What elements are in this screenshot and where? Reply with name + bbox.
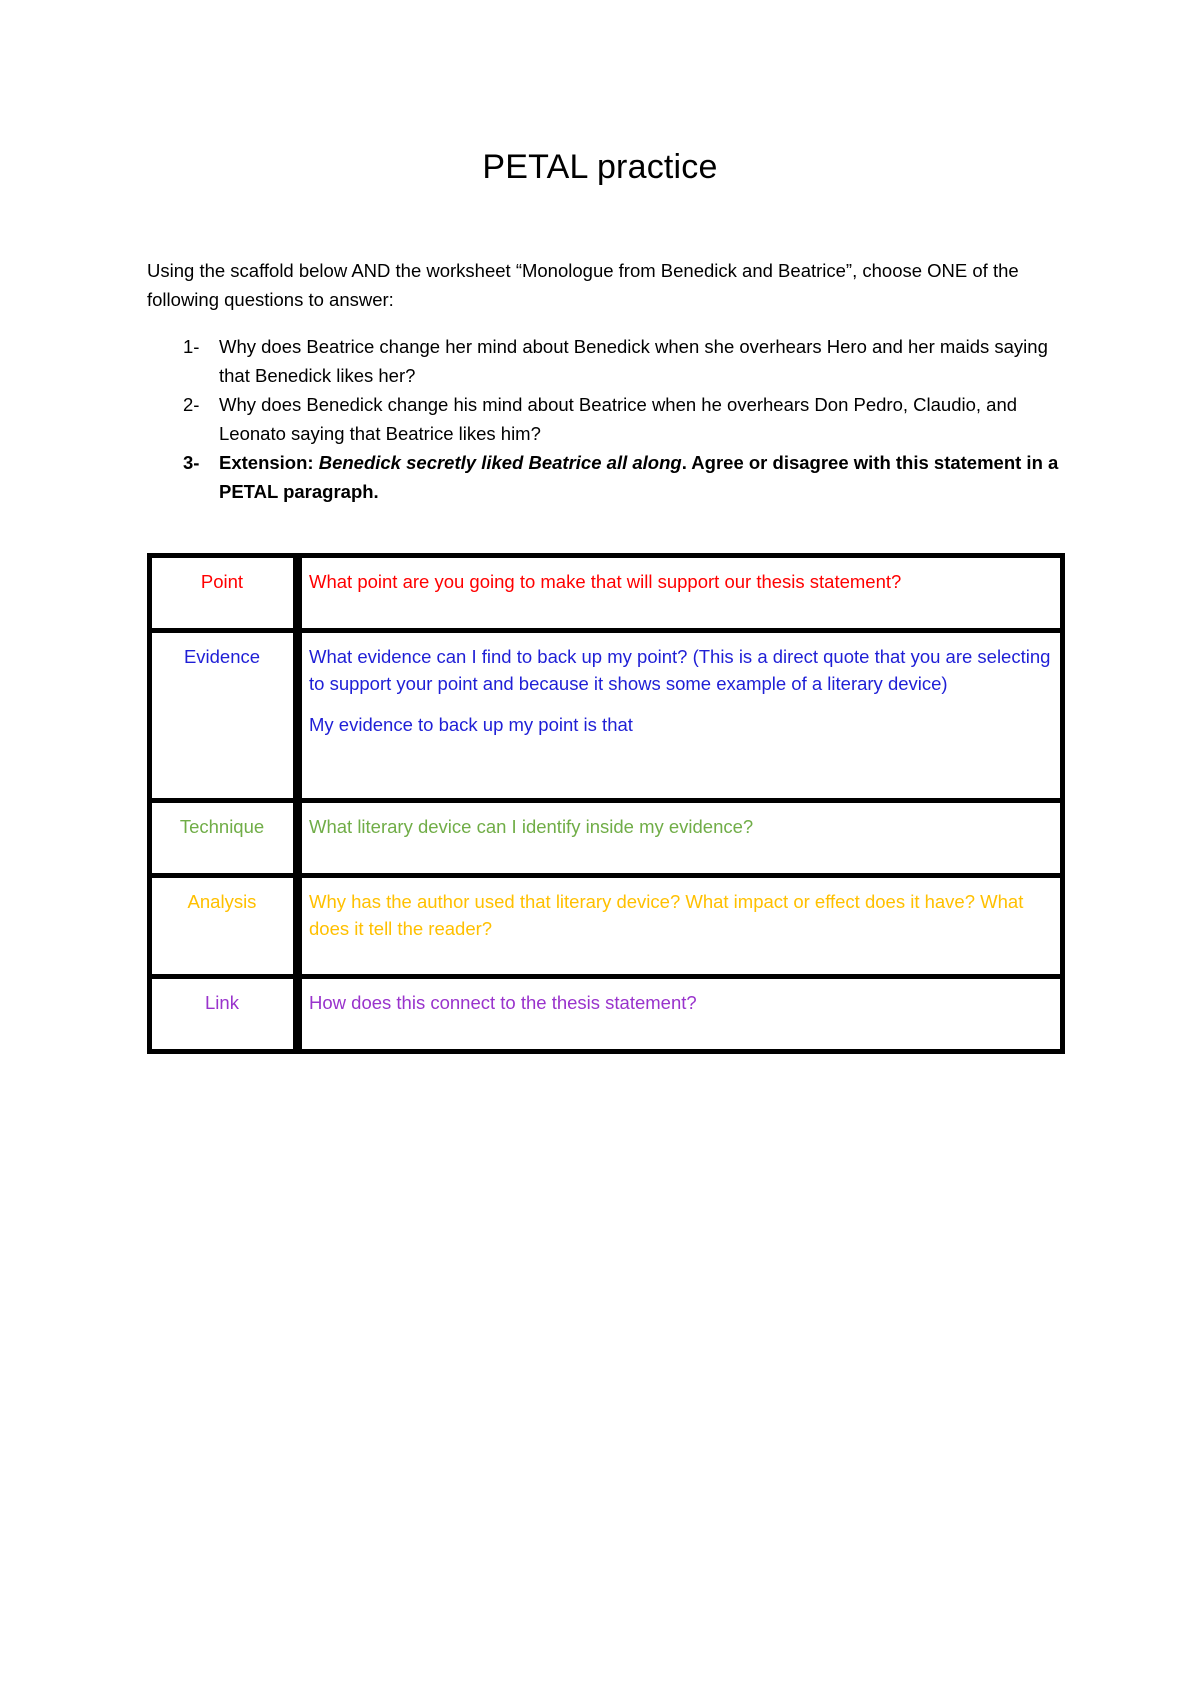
petal-sentence-starter: My evidence to back up my point is that: [309, 714, 633, 735]
petal-label-evidence: Evidence: [150, 631, 298, 801]
extension-suffix: . Agree or disagree with this statement in a PETAL paragraph.: [219, 452, 1059, 502]
question-list: [147, 332, 1067, 506]
petal-prompt: What evidence can I find to back up my point? (This is a direct quote that you are selecting to support your point and because it shows some example of a literary device): [309, 646, 1051, 694]
petal-desc-analysis: [298, 876, 1063, 977]
petal-label-technique: Technique: [150, 801, 298, 876]
petal-label-analysis: Analysis: [150, 876, 298, 977]
petal-desc-technique: [298, 801, 1063, 876]
document-title: PETAL practice: [482, 148, 718, 186]
extension-prefix: Extension:: [219, 452, 319, 473]
petal-row-analysis: [150, 876, 1063, 977]
petal-prompt: Why has the author used that literary device? What impact or effect does it have? What does it tell the reader?: [309, 891, 1024, 939]
question-item: [147, 390, 1067, 448]
petal-row-link: [150, 977, 1063, 1052]
question-number: 1-: [183, 336, 200, 357]
petal-desc-point: [298, 556, 1063, 631]
petal-prompt: What literary device can I identify inside my evidence?: [309, 816, 754, 837]
petal-row-technique: [150, 801, 1063, 876]
extension-statement: Benedick secretly liked Beatrice all along: [318, 452, 682, 473]
petal-row-point: [150, 556, 1063, 631]
petal-desc-evidence: [298, 631, 1063, 801]
question-number: 2-: [183, 394, 200, 415]
question-text: [219, 448, 1067, 506]
question-item: [147, 332, 1067, 390]
petal-table: [147, 553, 1065, 1054]
petal-label-point: Point: [150, 556, 298, 631]
question-text: Why does Benedick change his mind about Beatrice when he overhears Don Pedro, Claudio, and Leonato saying that Beatrice likes him?: [219, 394, 1018, 444]
question-item-extension: [147, 448, 1067, 506]
question-text: Why does Beatrice change her mind about Benedick when she overhears Hero and her maids saying that Benedick likes her?: [219, 336, 1048, 386]
question-number: 3-: [183, 452, 200, 473]
petal-desc-link: [298, 977, 1063, 1052]
petal-prompt: What point are you going to make that will support our thesis statement?: [309, 571, 902, 592]
petal-label-link: Link: [150, 977, 298, 1052]
petal-prompt: How does this connect to the thesis statement?: [309, 992, 697, 1013]
petal-row-evidence: [150, 631, 1063, 801]
intro-paragraph: Using the scaffold below AND the worksheet “Monologue from Benedick and Beatrice”, choose ONE of the following questions to answer:: [147, 260, 1019, 310]
